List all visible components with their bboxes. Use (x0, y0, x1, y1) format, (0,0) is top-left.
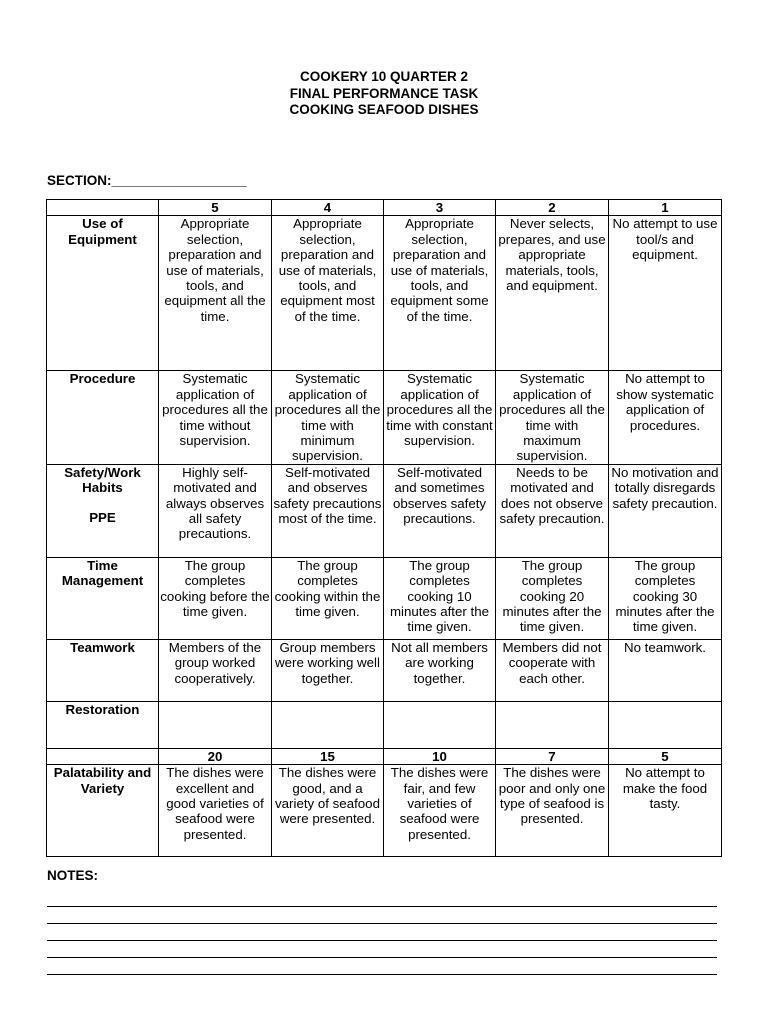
criterion-label: Use of Equipment (47, 216, 159, 371)
score-header: 3 (384, 200, 496, 216)
rubric-cell: No attempt to show systematic application of procedures. (609, 371, 722, 464)
notes-label: NOTES: (47, 868, 99, 883)
rubric-cell: The dishes were poor and only one type of seafood is presented. (496, 765, 609, 857)
rubric-cell: No motivation and totally disregards safety precaution. (609, 464, 722, 557)
notes-line (47, 940, 717, 941)
score-header: 2 (496, 200, 609, 216)
rubric-cell (496, 701, 609, 748)
rubric-cell (609, 701, 722, 748)
rubric-table (46, 199, 722, 857)
rubric-row-palatability-and-variety (47, 765, 722, 857)
title-line-2: FINAL PERFORMANCE TASK (289, 85, 479, 101)
rubric-cell: The dishes were good, and a variety of seafood were presented. (272, 765, 384, 857)
rubric-cell: Appropriate selection, preparation and use of materials, tools, and equipment most of the time. (272, 216, 384, 371)
rubric-cell: No attempt to use tool/s and equipment. (609, 216, 722, 371)
rubric-cell (159, 701, 272, 748)
rubric-cell: Not all members are working together. (384, 639, 496, 701)
score-header-row (47, 200, 722, 216)
score-header: 20 (159, 748, 272, 764)
notes-line (47, 957, 717, 958)
criterion-label: Restoration (47, 701, 159, 748)
header-blank-cell (47, 748, 159, 764)
rubric-cell (384, 701, 496, 748)
rubric-cell: The group completes cooking 30 minutes after the time given. (609, 557, 722, 639)
notes-line (47, 906, 717, 907)
score-header: 7 (496, 748, 609, 764)
rubric-cell: Members of the group worked cooperatively. (159, 639, 272, 701)
criterion-label (47, 464, 159, 557)
criterion-label: Procedure (47, 371, 159, 464)
criterion-label-ppe: PPE (89, 509, 116, 525)
header-blank-cell (47, 200, 159, 216)
score-header: 5 (159, 200, 272, 216)
rubric-row-safety-work-habits (47, 464, 722, 557)
score-header: 4 (272, 200, 384, 216)
rubric-cell: Self-motivated and observes safety precautions most of the time. (272, 464, 384, 557)
criterion-label-main: Safety/Work Habits (64, 464, 141, 496)
rubric-cell: The group completes cooking 20 minutes after the time given. (496, 557, 609, 639)
criterion-label: Teamwork (47, 639, 159, 701)
rubric-cell: Systematic application of procedures all the time with minimum supervision. (272, 371, 384, 464)
notes-line (47, 974, 717, 975)
rubric-row-restoration (47, 701, 722, 748)
rubric-cell: Needs to be motivated and does not observe safety precaution. (496, 464, 609, 557)
rubric-cell: No teamwork. (609, 639, 722, 701)
rubric-cell: Systematic application of procedures all the time without supervision. (159, 371, 272, 464)
score-header: 15 (272, 748, 384, 764)
rubric-cell: Appropriate selection, preparation and use of materials, tools, and equipment some of the time. (384, 216, 496, 371)
rubric-cell: The dishes were fair, and few varieties of seafood were presented. (384, 765, 496, 857)
title-line-1: COOKERY 10 QUARTER 2 (299, 69, 469, 84)
rubric-cell: Highly self-motivated and always observes all safety precautions. (159, 464, 272, 557)
rubric-cell: The group completes cooking 10 minutes after the time given. (384, 557, 496, 639)
rubric-cell: Self-motivated and sometimes observes safety precautions. (384, 464, 496, 557)
rubric-cell: The group completes cooking before the time given. (159, 557, 272, 639)
rubric-cell: Members did not cooperate with each other. (496, 639, 609, 701)
criterion-label: Palatability and Variety (47, 765, 159, 857)
score-header: 5 (609, 748, 722, 764)
score-header: 1 (609, 200, 722, 216)
rubric-cell (272, 701, 384, 748)
palatability-score-header-row (47, 748, 722, 764)
section-field-label: SECTION:__________________ (47, 173, 247, 188)
rubric-row-teamwork (47, 639, 722, 701)
rubric-cell: The group completes cooking within the time given. (272, 557, 384, 639)
rubric-cell: Appropriate selection, preparation and use of materials, tools, and equipment all the time. (159, 216, 272, 371)
rubric-cell: Systematic application of procedures all the time with constant supervision. (384, 371, 496, 464)
notes-line (47, 923, 717, 924)
rubric-cell: No attempt to make the food tasty. (609, 765, 722, 857)
rubric-row-time-management (47, 557, 722, 639)
title-line-3: COOKING SEAFOOD DISHES (289, 102, 479, 117)
rubric-cell: Group members were working well together. (272, 639, 384, 701)
criterion-label: Time Management (47, 557, 159, 639)
rubric-cell: Never selects, prepares, and use appropriate materials, tools, and equipment. (496, 216, 609, 371)
score-header: 10 (384, 748, 496, 764)
rubric-cell: Systematic application of procedures all the time with maximum supervision. (496, 371, 609, 464)
rubric-row-use-of-equipment (47, 216, 722, 371)
rubric-cell: The dishes were excellent and good varieties of seafood were presented. (159, 765, 272, 857)
rubric-row-procedure (47, 371, 722, 464)
document-title (0, 69, 768, 119)
